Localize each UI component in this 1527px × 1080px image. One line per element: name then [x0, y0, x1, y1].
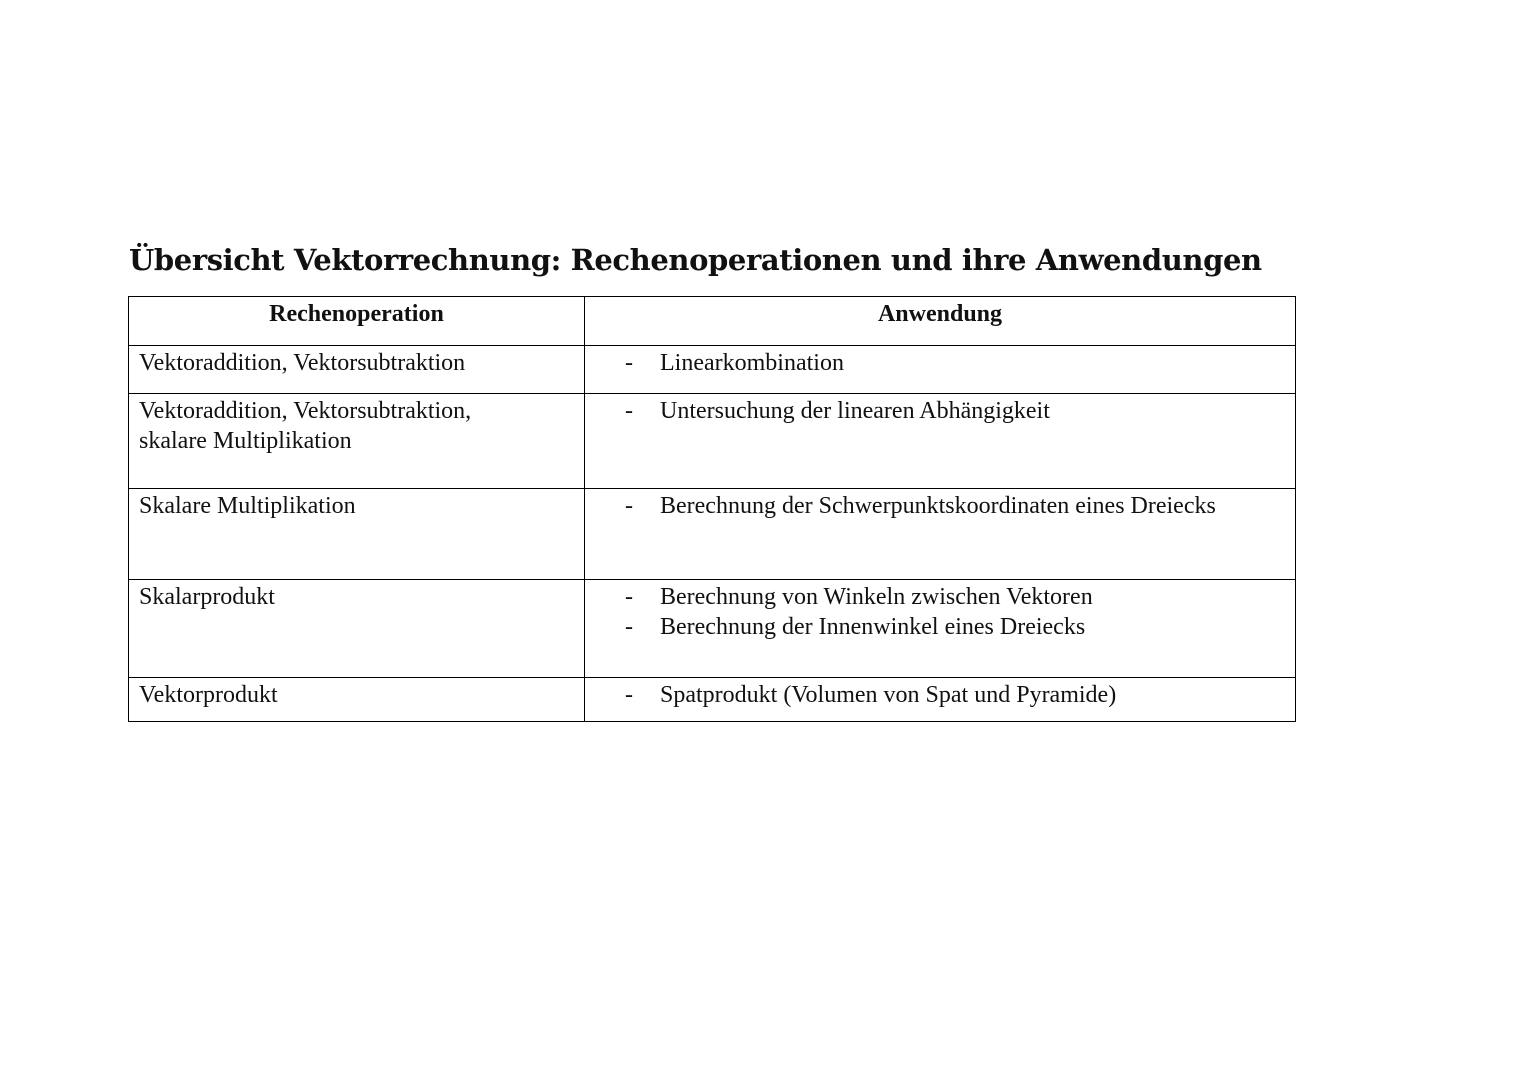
overview-table [128, 296, 1296, 722]
table-row [129, 489, 1296, 580]
operation-cell [129, 346, 585, 394]
operation-cell [129, 394, 585, 489]
application-cell [585, 489, 1296, 580]
bullet-dash: - [625, 614, 633, 640]
table-header-row [129, 297, 1296, 346]
bullet-dash: - [625, 584, 633, 610]
application-item [625, 396, 1285, 426]
application-list [625, 582, 1285, 642]
application-text: Berechnung der Schwerpunktskoordinaten eines Dreiecks [660, 493, 1216, 519]
bullet-dash: - [625, 350, 633, 376]
page-title: Übersicht Vektorrechnung: Rechenoperationen und ihre Anwendungen [129, 243, 1262, 277]
operation-text: Skalare Multiplikation [139, 493, 356, 519]
application-cell [585, 580, 1296, 678]
application-item [625, 612, 1285, 642]
table-row [129, 580, 1296, 678]
application-list [625, 680, 1285, 710]
application-text: Berechnung von Winkeln zwischen Vektoren [660, 584, 1093, 610]
application-item [625, 491, 1285, 521]
application-text: Spatprodukt (Volumen von Spat und Pyramide) [660, 682, 1117, 708]
bullet-dash: - [625, 398, 633, 424]
bullet-dash: - [625, 682, 633, 708]
application-cell [585, 346, 1296, 394]
application-item [625, 582, 1285, 612]
column-header-rechenoperation: Rechenoperation [129, 297, 585, 346]
table-row [129, 346, 1296, 394]
bullet-dash: - [625, 493, 633, 519]
application-item [625, 348, 1285, 378]
operation-cell [129, 489, 585, 580]
operation-text: Skalarprodukt [139, 584, 275, 610]
column-header-anwendung: Anwendung [585, 297, 1296, 346]
operation-cell [129, 580, 585, 678]
operation-text: Vektoraddition, Vektorsubtraktion [139, 350, 466, 376]
application-cell [585, 394, 1296, 489]
application-list [625, 348, 1285, 378]
application-item [625, 680, 1285, 710]
table-row [129, 394, 1296, 489]
table-row [129, 678, 1296, 722]
operation-text: skalare Multiplikation [139, 428, 352, 454]
application-list [625, 491, 1285, 521]
operation-text: Vektoraddition, Vektorsubtraktion, [139, 398, 472, 424]
application-text: Linearkombination [660, 350, 844, 376]
application-text: Untersuchung der linearen Abhängigkeit [660, 398, 1050, 424]
application-cell [585, 678, 1296, 722]
operation-text: Vektorprodukt [139, 682, 278, 708]
operation-cell [129, 678, 585, 722]
application-list [625, 396, 1285, 426]
application-text: Berechnung der Innenwinkel eines Dreiecks [660, 614, 1086, 640]
